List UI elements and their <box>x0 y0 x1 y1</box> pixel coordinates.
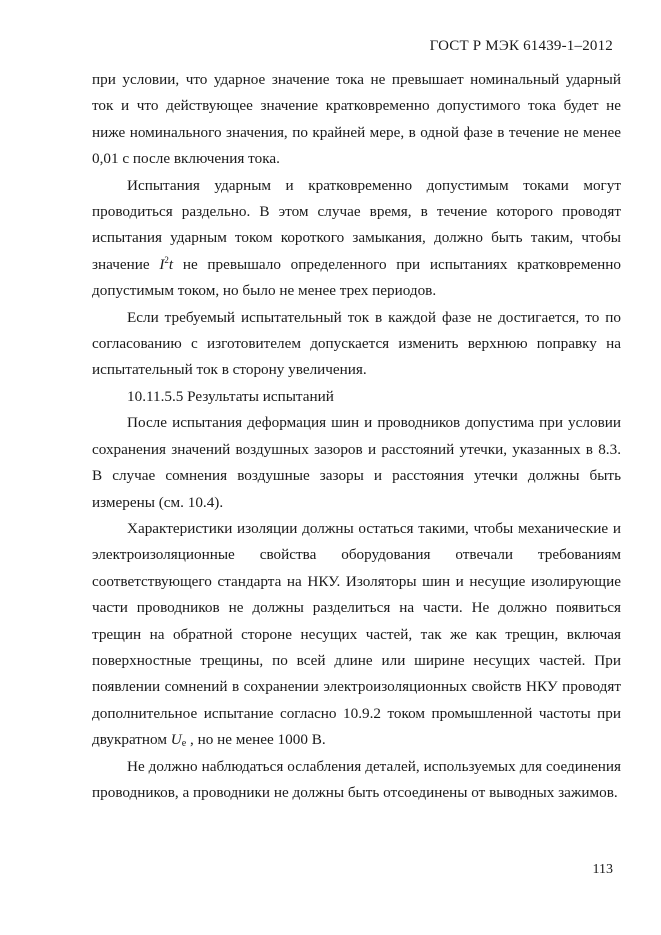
paragraph-text: Испытания ударным и кратковременно допустимым токами могут проводиться раздельно. В этом случае время, в течение которого проводят испытания ударным током короткого замыкания, должно быть таким, чтобы значение <box>92 176 621 273</box>
paragraph-text: Характеристики изоляции должны остаться такими, чтобы механические и электроизоляционные свойства оборудования отвечали требованиям соответствующего стандарта на НКУ. Изоляторы шин и несущие изолирующие части проводников не должны разделиться на части. Не должно появиться трещин на обратной стороне несущих частей, так же как трещин, включая поверхностные трещины, по всей длине или ширине несущих частей. При появлении сомнений в сохранении электроизоляционных свойств НКУ проводят дополнительное испытание согласно 10.9.2 током промышленной частоты при двукратном <box>92 519 621 749</box>
document-body <box>92 67 621 806</box>
formula-i: I <box>159 255 165 273</box>
paragraph-test-current: Если требуемый испытательный ток в каждой фазе не достигается, то по согласованию с изготовителем допускается изменить верхнюю поправку на испытательный ток в сторону увеличения. <box>92 308 621 379</box>
page-number: 113 <box>592 862 613 877</box>
paragraph-deformation: После испытания деформация шин и проводников допустима при условии сохранения значений воздушных зазоров и расстояний утечки, указанных в 8.3. В случае сомнения воздушные зазоры и расстояния утечки должны быть измерены (см. 10.4). <box>92 414 621 511</box>
paragraph-insulation <box>92 516 621 754</box>
formula-exponent: 2 <box>164 254 169 265</box>
paragraph-separate-testing <box>92 173 621 305</box>
paragraph-text: , но не менее 1000 В. <box>186 731 326 749</box>
document-header: ГОСТ Р МЭК 61439-1–2012 <box>429 38 613 54</box>
voltage-symbol: U <box>170 731 182 749</box>
section-heading: 10.11.5.5 Результаты испытаний <box>127 387 334 405</box>
voltage-subscript: e <box>181 738 187 750</box>
paragraph-loosening: Не должно наблюдаться ослабления деталей, используемых для соединения проводников, а проводники не должны быть отсоединены от выводных зажимов. <box>92 757 621 801</box>
paragraph-text: не превышало определенного при испытаниях кратковременно допустимым током, но было не менее трех периодов. <box>92 255 622 300</box>
paragraph-continuation: при условии, что ударное значение тока не превышает номинальный ударный ток и что действующее значение кратковременно допустимого тока будет не ниже номинального значения, по крайней мере, в одной фазе в течение не менее 0,01 с после включения тока. <box>92 71 621 168</box>
formula-t: t <box>168 255 174 273</box>
